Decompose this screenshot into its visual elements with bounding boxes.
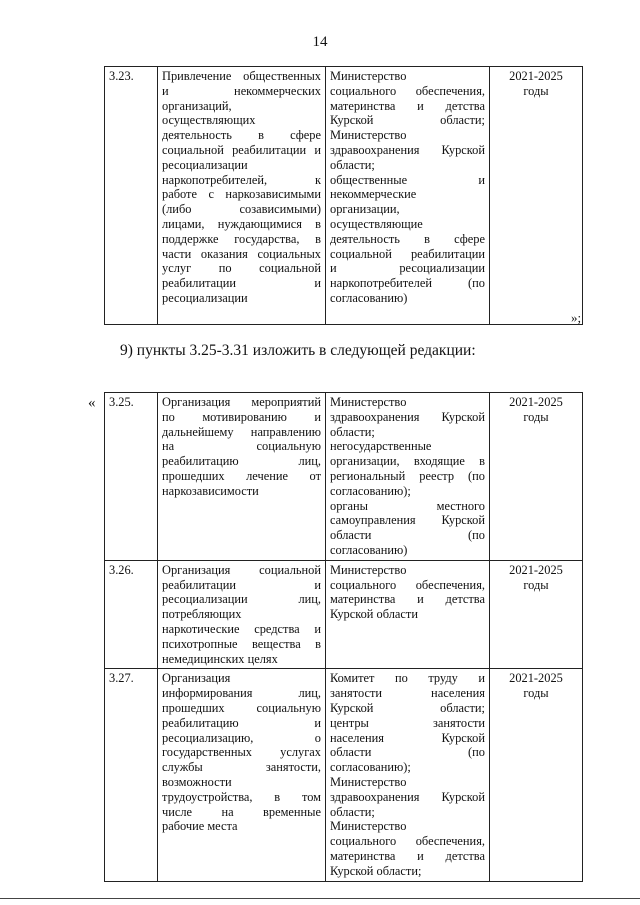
text-line: социального обеспечения, bbox=[330, 834, 485, 849]
text-line: информирования лиц, bbox=[162, 686, 321, 701]
text-line: лицами, нуждающимися в bbox=[162, 216, 321, 231]
text-line: службы занятости, bbox=[162, 760, 321, 775]
closing-quote: »; bbox=[571, 310, 582, 325]
text-line: и ресоциализации bbox=[330, 261, 485, 276]
text-line: органы местного bbox=[330, 498, 485, 513]
text-line: материнства и детства bbox=[330, 592, 485, 607]
text-line: Организация социальной bbox=[162, 562, 321, 577]
table-row bbox=[105, 393, 583, 561]
text-line: прошедших социальную bbox=[162, 700, 321, 715]
text-line: области; bbox=[330, 424, 375, 439]
text-line: реабилитации и bbox=[162, 577, 321, 592]
text-line: осуществляющие bbox=[330, 216, 423, 231]
text-line: Министерство bbox=[330, 128, 407, 143]
text-line: реабилитации и bbox=[162, 276, 321, 291]
item-number: 3.25. bbox=[105, 393, 158, 561]
executors bbox=[326, 669, 490, 881]
text-line: реабилитацию лиц, bbox=[162, 454, 321, 469]
text-line: Министерство bbox=[330, 562, 407, 577]
text-line: наркопотребителей, к bbox=[162, 172, 321, 187]
item-number: 3.23. bbox=[105, 67, 158, 325]
text-line: 2021-2025 bbox=[509, 69, 563, 83]
opening-quote: « bbox=[88, 395, 96, 411]
text-line: годы bbox=[523, 83, 549, 98]
executors bbox=[326, 560, 490, 669]
text-line: Организация bbox=[162, 671, 231, 686]
text-line: деятельность в сфере bbox=[162, 128, 321, 143]
text-line: социального обеспечения, bbox=[330, 83, 485, 98]
table-row bbox=[105, 560, 583, 669]
text-line: Курской области bbox=[330, 607, 418, 622]
text-line: ресоциализацию, о bbox=[162, 730, 321, 745]
measure-description bbox=[158, 669, 326, 881]
measure-description bbox=[158, 560, 326, 669]
text-line: области; bbox=[330, 157, 375, 172]
text-line: (либо созависимыми) bbox=[162, 202, 321, 217]
text-line: 2021-2025 bbox=[509, 562, 563, 577]
table-row bbox=[105, 67, 583, 325]
text-line: Организация мероприятий bbox=[162, 395, 321, 409]
text-line: негосударственные bbox=[330, 439, 432, 454]
text-line: наркотические средства и bbox=[162, 621, 321, 636]
text-line: ресоциализации bbox=[162, 157, 248, 172]
text-line: Курской области; bbox=[330, 863, 422, 878]
text-line: Привлечение общественных bbox=[162, 69, 321, 83]
text-line: годы bbox=[523, 686, 549, 701]
text-line: потребляющих bbox=[162, 607, 242, 622]
text-line: годы bbox=[523, 409, 549, 424]
text-line: и некоммерческих bbox=[162, 83, 321, 98]
text-line: Курской области; bbox=[330, 700, 485, 715]
text-line: трудоустройства, в том bbox=[162, 789, 321, 804]
text-line: возможности bbox=[162, 774, 232, 789]
table-row bbox=[105, 669, 583, 881]
page-number: 14 bbox=[312, 34, 328, 50]
text-line: региональный реестр (по bbox=[330, 468, 485, 483]
text-line: прошедших лечение от bbox=[162, 468, 321, 483]
text-line: области (по bbox=[330, 745, 485, 760]
text-line: социального обеспечения, bbox=[330, 577, 485, 592]
text-line: населения Курской bbox=[330, 730, 485, 745]
measure-description bbox=[158, 393, 326, 561]
implementation-term bbox=[490, 67, 583, 325]
text-line: согласованию); bbox=[330, 760, 411, 775]
text-line: материнства и детства bbox=[330, 98, 485, 113]
text-line: деятельность в сфере bbox=[330, 231, 485, 246]
item-number: 3.26. bbox=[105, 560, 158, 669]
text-line: поддержке государства, в bbox=[162, 231, 321, 246]
implementation-term bbox=[490, 560, 583, 669]
text-line: центры занятости bbox=[330, 715, 485, 730]
text-line: ресоциализации лиц, bbox=[162, 592, 321, 607]
implementation-term bbox=[490, 393, 583, 561]
text-line: наркопотребителей (по bbox=[330, 276, 485, 291]
text-line: дальнейшему направлению bbox=[162, 424, 321, 439]
text-line: здравоохранения Курской bbox=[330, 142, 485, 157]
text-line: Комитет по труду и bbox=[330, 671, 485, 686]
text-line: здравоохранения Курской bbox=[330, 409, 485, 424]
text-line: реабилитацию и bbox=[162, 715, 321, 730]
text-line: ресоциализации bbox=[162, 290, 248, 305]
text-line: области (по bbox=[330, 528, 485, 543]
scan-edge-line bbox=[0, 898, 640, 899]
text-line: числе на временные bbox=[162, 804, 321, 819]
text-line: немедицинских целях bbox=[162, 651, 278, 666]
text-line: Министерство bbox=[330, 69, 407, 83]
text-line: психотропные вещества в bbox=[162, 636, 321, 651]
text-line: Курской области; bbox=[330, 113, 485, 128]
text-line: рабочие места bbox=[162, 819, 238, 834]
text-line: организации, bbox=[330, 202, 400, 217]
text-line: на социальную bbox=[162, 439, 321, 454]
text-line: осуществляющих bbox=[162, 113, 256, 128]
implementation-term bbox=[490, 669, 583, 881]
text-line: некоммерческие bbox=[330, 187, 417, 202]
text-line: Министерство bbox=[330, 395, 407, 409]
measures-table-new-edition bbox=[104, 392, 583, 882]
measures-table-continued bbox=[104, 66, 583, 325]
text-line: организации, входящие в bbox=[330, 454, 485, 469]
measure-description bbox=[158, 67, 326, 325]
text-line: 2021-2025 bbox=[509, 671, 563, 686]
text-line: общественные и bbox=[330, 172, 485, 187]
text-line: Министерство bbox=[330, 774, 407, 789]
text-line: здравоохранения Курской bbox=[330, 789, 485, 804]
text-line: 2021-2025 bbox=[509, 395, 563, 409]
text-line: Министерство bbox=[330, 819, 407, 834]
text-line: организаций, bbox=[162, 98, 232, 113]
text-line: согласованию) bbox=[330, 290, 408, 305]
item-number: 3.27. bbox=[105, 669, 158, 881]
text-line: годы bbox=[523, 577, 549, 592]
text-line: по мотивированию и bbox=[162, 409, 321, 424]
text-line: работе с наркозависимыми bbox=[162, 187, 321, 202]
text-line: социальной реабилитации bbox=[330, 246, 485, 261]
text-line: области; bbox=[330, 804, 375, 819]
text-line: самоуправления Курской bbox=[330, 513, 485, 528]
text-line: материнства и детства bbox=[330, 848, 485, 863]
executors bbox=[326, 393, 490, 561]
text-line: занятости населения bbox=[330, 686, 485, 701]
text-line: части оказания социальных bbox=[162, 246, 321, 261]
text-line: согласованию) bbox=[330, 542, 408, 557]
text-line: наркозависимости bbox=[162, 483, 259, 498]
amendment-instruction: 9) пункты 3.25-3.31 изложить в следующей редакции: bbox=[120, 342, 476, 359]
text-line: социальной реабилитации и bbox=[162, 142, 321, 157]
text-line: услуг по социальной bbox=[162, 261, 321, 276]
text-line: государственных услугах bbox=[162, 745, 321, 760]
executors bbox=[326, 67, 490, 325]
text-line: согласованию); bbox=[330, 483, 411, 498]
